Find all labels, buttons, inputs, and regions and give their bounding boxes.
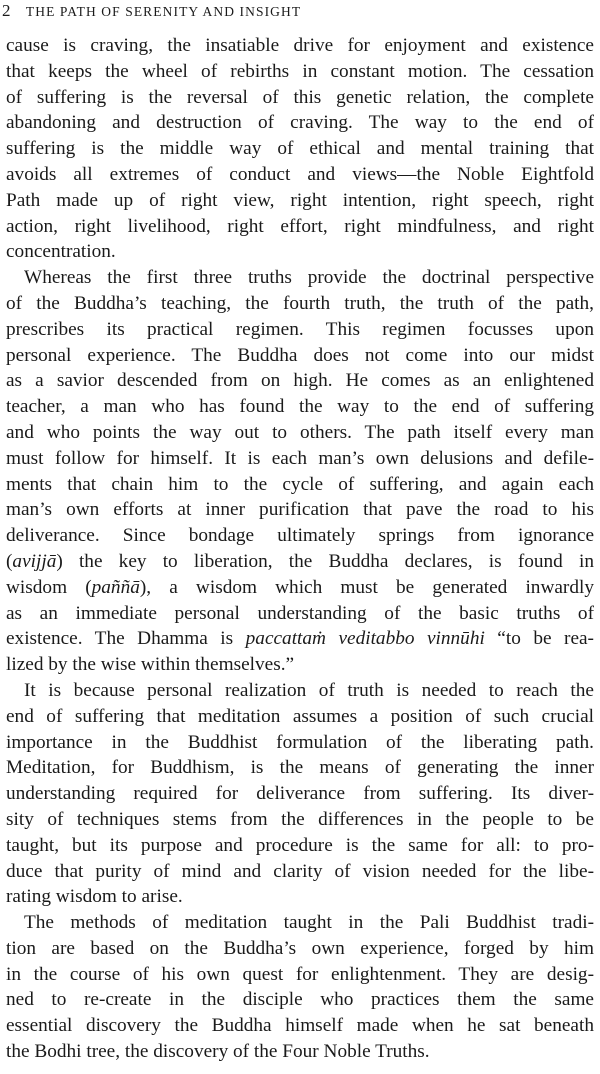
text-line: duce that purity of mind and clarity of vision needed for the libe- (6, 860, 594, 882)
running-head (2, 2, 301, 21)
text-line: as a savior descended from on high. He comes as an enlightened (6, 370, 594, 392)
paragraph (6, 265, 594, 678)
text-line: lized by the wise within themselves.” (6, 654, 295, 676)
text-line: tion are based on the Buddha’s own experience, forged by him (6, 937, 594, 959)
text-line: ned to re-create in the disciple who practices them the same (6, 989, 594, 1011)
running-title: THE PATH OF SERENITY AND INSIGHT (25, 4, 302, 19)
text-line: existence. The Dhamma is paccattaṁ veditabbo vinnūhi “to be rea- (6, 628, 594, 650)
text-line: of suffering is the reversal of this genetic relation, the complete (6, 86, 594, 108)
paragraph (6, 910, 594, 1065)
text-line: avoids all extremes of conduct and views—the Noble Eightfold (6, 163, 594, 185)
text-line: understanding required for deliverance from suffering. Its diver- (6, 783, 594, 805)
text-line: Whereas the first three truths provide the doctrinal perspective (24, 267, 594, 289)
text-line: personal experience. The Buddha does not come into our midst (6, 344, 594, 366)
paragraph (6, 33, 594, 265)
text-line: the Bodhi tree, the discovery of the Four Noble Truths. (6, 1041, 430, 1063)
page-number: 2 (2, 1, 12, 20)
text-line: (avijjā) the key to liberation, the Buddha declares, is found in (6, 550, 594, 572)
text-line: wisdom (paññā), a wisdom which must be generated inwardly (6, 576, 594, 598)
paragraph (6, 678, 594, 910)
text-line: teacher, a man who has found the way to the end of suffering (6, 396, 594, 418)
text-line: importance in the Buddhist formulation of the liberating path. (6, 731, 594, 753)
pali-term: paññā (91, 576, 140, 598)
text-line: sity of techniques stems from the differences in the people to be (6, 808, 594, 830)
text-line: rating wisdom to arise. (6, 886, 183, 908)
text-line: in the course of his own quest for enlightenment. They are desig- (6, 963, 594, 985)
text-line: Meditation, for Buddhism, is the means of generating the inner (6, 757, 594, 779)
pali-term: paccattaṁ veditabbo vinnūhi (245, 628, 485, 650)
text-line: suffering is the middle way of ethical and mental training that (6, 138, 594, 160)
text-line: that keeps the wheel of rebirths in constant motion. The cessation (6, 60, 594, 82)
text-line: concentration. (6, 241, 116, 263)
text-line: as an immediate personal understanding of the basic truths of (6, 602, 594, 624)
text-line: cause is craving, the insatiable drive for enjoyment and existence (6, 35, 594, 56)
text-line: must follow for himself. It is each man’s own delusions and defile- (6, 447, 594, 469)
pali-term: avijjā (12, 550, 57, 572)
text-line: prescribes its practical regimen. This regimen focusses upon (6, 318, 594, 340)
text-line: man’s own efforts at inner purification that pave the road to his (6, 499, 594, 521)
text-line: essential discovery the Buddha himself made when he sat beneath (6, 1015, 594, 1037)
text-line: taught, but its purpose and procedure is the same for all: to pro- (6, 834, 594, 856)
text-line: The methods of meditation taught in the Pali Buddhist tradi- (24, 912, 594, 934)
text-line: ments that chain him to the cycle of suffering, and again each (6, 473, 594, 495)
text-line: of the Buddha’s teaching, the fourth truth, the truth of the path, (6, 292, 594, 314)
text-line: Path made up of right view, right intention, right speech, right (6, 189, 594, 211)
body-text (6, 33, 594, 1065)
text-line: abandoning and destruction of craving. The way to the end of (6, 112, 594, 134)
text-line: action, right livelihood, right effort, right mindfulness, and right (6, 215, 594, 237)
text-line: and who points the way out to others. The path itself every man (6, 421, 594, 443)
text-line: deliverance. Since bondage ultimately springs from ignorance (6, 525, 594, 547)
text-line: It is because personal realization of truth is needed to reach the (24, 679, 594, 701)
text-line: end of suffering that meditation assumes a position of such crucial (6, 705, 594, 727)
